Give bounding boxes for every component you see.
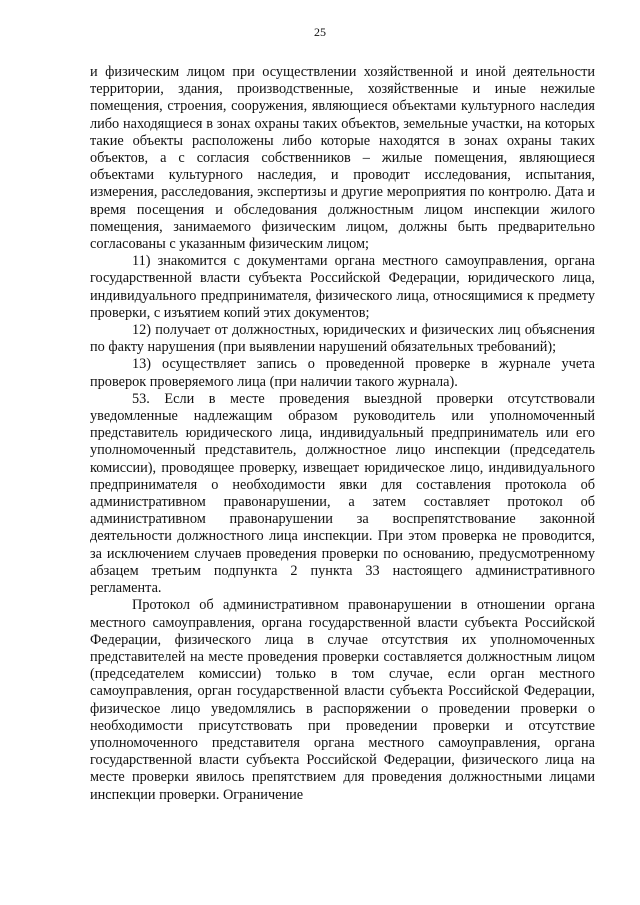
paragraph-item-12: 12) получает от должностных, юридических и физических лиц объяснения по факту нарушения (при выявлении нарушений обязательных требований);	[90, 322, 595, 356]
page-number: 25	[314, 25, 326, 39]
paragraph-protocol: Протокол об административном правонарушении в отношении органа местного самоуправления, органа государственной власти субъекта Российской Федерации, физического лица в случае отсутствия их уполномоченных представителей на месте проведения проверки составляется должностным лицом (председателем комиссии) только в том случае, если орган местного самоуправления, орган государственной власти субъекта Российской Федерации, физическое лицо уведомлялись в распоряжении о проведении проверки о необходимости присутствовать при проведении проверки и отсутствие уполномоченного представителя органа местного самоуправления, органа государственной власти субъекта Российской Федерации, физического лица на месте проверки явилось препятствием для проведения должностными лицами инспекции проверки. Ограничение	[90, 597, 595, 803]
document-body	[90, 64, 595, 804]
paragraph-53: 53. Если в месте проведения выездной проверки отсутствовали уведомленные надлежащим образом руководитель или уполномоченный представитель юридического лица, индивидуальный предприниматель или его уполномоченный представитель, должностное лицо инспекции (председатель комиссии), проводящее проверку, извещает юридическое лицо, индивидуального предпринимателя о необходимости явки для составления протокола об административном правонарушении, а затем составляет протокол об административном правонарушении за воспрепятствование законной деятельности должностного лица инспекции. При этом проверка не проводится, за исключением случаев проведения проверки по основанию, предусмотренному абзацем третьим подпункта 2 пункта 33 настоящего административного регламента.	[90, 390, 595, 597]
paragraph-continuation: и физическим лицом при осуществлении хозяйственной и иной деятельности территории, здания, производственные, хозяйственные и иные нежилые помещения, строения, сооружения, являющиеся объектами культурного наследия либо находящиеся в зонах охраны таких объектов, земельные участки, на которых такие объекты расположены либо которые находятся в зонах охраны таких объектов, а с согласия собственников – жилые помещения, являющиеся объектами культурного наследия, и проводит исследования, испытания, измерения, расследования, экспертизы и другие мероприятия по контролю. Дата и время посещения и обследования должностным лицом инспекции жилого помещения, занимаемого физическим лицом, должны быть предварительно согласованы с указанным физическим лицом;	[90, 64, 595, 253]
paragraph-item-13: 13) осуществляет запись о проведенной проверке в журнале учета проверок проверяемого лица (при наличии такого журнала).	[90, 356, 595, 390]
paragraph-item-11: 11) знакомится с документами органа местного самоуправления, органа государственной власти субъекта Российской Федерации, юридического лица, индивидуального предпринимателя, физического лица, относящимися к предмету проверки, с изъятием копий этих документов;	[90, 253, 595, 321]
